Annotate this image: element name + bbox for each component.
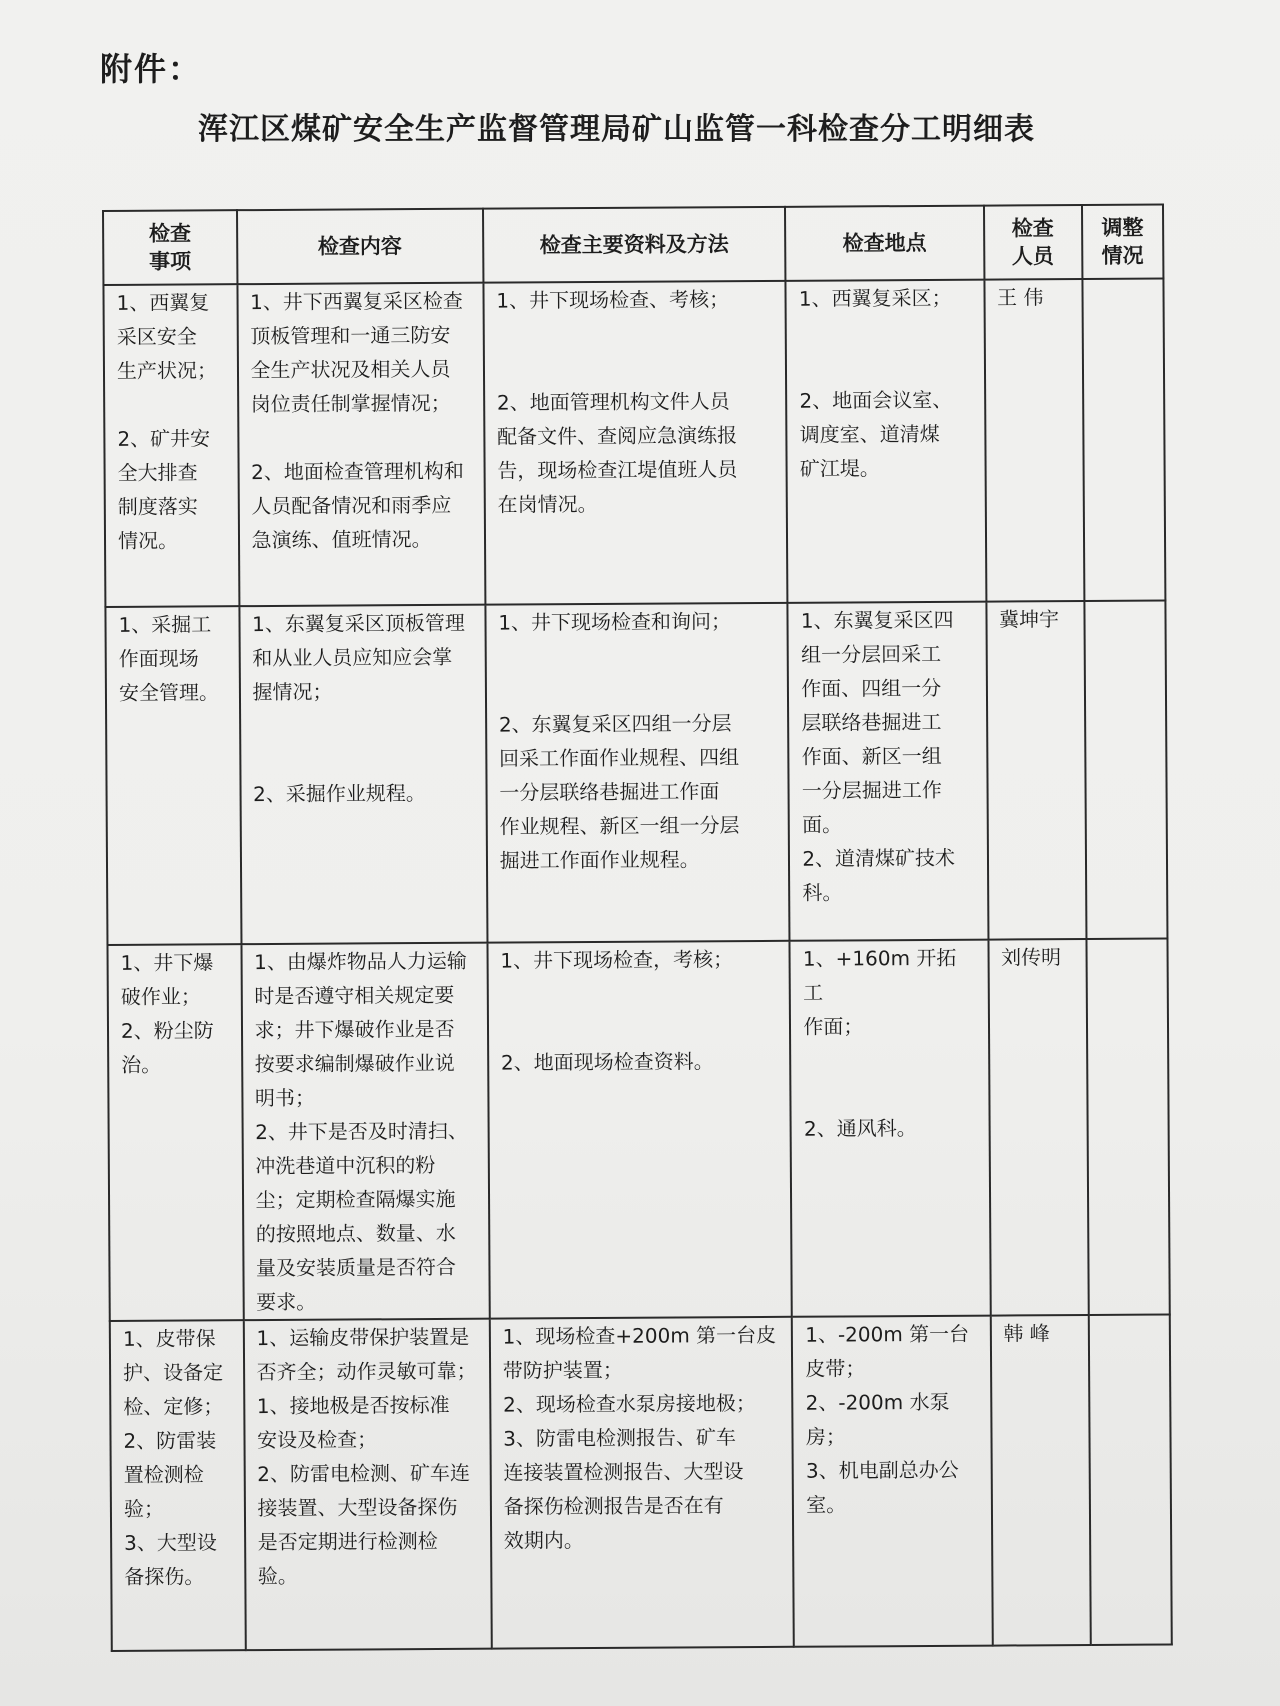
row2-inspector: 冀坤宇 [986, 601, 1086, 940]
row4-location: 1、-200m 第一台 皮带； 2、-200m 水泵房； 3、机电副总办公 室。 [792, 1316, 992, 1647]
row1-inspector: 王 伟 [984, 279, 1084, 602]
header-content: 检查内容 [237, 209, 484, 285]
table-header-row [103, 205, 1163, 285]
row3-content: 1、由爆炸物品人力运输 时是否遵守相关规定要 求；井下爆破作业是否 按要求编制爆破作业说 明书； 2、井下是否及时清扫、 冲洗巷道中沉积的粉 尘；定期检查隔爆实施 的按照地点、数量、水 量及安装质量是否符合 要求。 [241, 943, 490, 1320]
row3-inspector: 刘传明 [988, 939, 1088, 1316]
row1-location: 1、西翼复采区； 2、地面会议室、 调度室、道清煤 矿江堤。 [786, 280, 986, 603]
row3-item: 1、井下爆 破作业； 2、粉尘防 治。 [107, 944, 243, 1321]
row2-method: 1、井下现场检查和询问； 2、东翼复采区四组一分层 回采工作面作业规程、四组 一分层联络巷掘进工作面 作业规程、新区一组一分层 掘进工作面作业规程。 [485, 603, 790, 943]
inspection-table [102, 204, 1173, 1652]
row3-location: 1、+160m 开拓工 作面； 2、通风科。 [790, 940, 991, 1317]
row2-item: 1、采掘工 作面现场 安全管理。 [105, 606, 241, 945]
row4-content: 1、运输皮带保护装置是 否齐全；动作灵敏可靠； 1、接地极是否按标准 安设及检查； 2、防雷电检测、矿车连 接装置、大型设备探伤 是否定期进行检测检 验。 [243, 1319, 491, 1650]
row1-adjustment [1082, 279, 1165, 601]
row1-item: 1、西翼复 采区安全 生产状况； 2、矿井安 全大排查 制度落实 情况。 [103, 284, 238, 607]
header-item: 检查 事项 [103, 210, 237, 285]
row4-adjustment [1088, 1314, 1171, 1644]
table-row [103, 279, 1165, 607]
table-row [105, 601, 1167, 945]
document-title: 浑江区煤矿安全生产监督管理局矿山监管一科检查分工明细表 [198, 112, 1035, 147]
row3-adjustment [1086, 939, 1170, 1315]
row2-adjustment [1084, 601, 1167, 939]
header-inspector: 检查 人员 [984, 205, 1083, 280]
row1-content: 1、井下西翼复采区检查 顶板管理和一通三防安 全生产状况及相关人员 岗位责任制掌握情况； 2、地面检查管理机构和 人员配备情况和雨季应 急演练、值班情况。 [237, 283, 485, 606]
header-method: 检查主要资料及方法 [483, 207, 786, 283]
row4-inspector: 韩 峰 [990, 1315, 1090, 1646]
row1-method: 1、井下现场检查、考核； 2、地面管理机构文件人员 配备文件、查阅应急演练报 告，现场检查江堤值班人员 在岗情况。 [483, 281, 788, 605]
row4-method: 1、现场检查+200m 第一台皮 带防护装置； 2、现场检查水泵房接地极； 3、防雷电检测报告、矿车 连接装置检测报告、大型设 备探伤检测报告是否在有 效期内。 [490, 1317, 795, 1649]
attachment-label: 附件： [100, 50, 203, 88]
row4-item: 1、皮带保 护、设备定 检、定修； 2、防雷装 置检测检 验； 3、大型设 备探伤。 [110, 1320, 246, 1651]
table-row [110, 1314, 1172, 1650]
row3-method: 1、井下现场检查，考核； 2、地面现场检查资料。 [487, 941, 792, 1319]
table-row [107, 939, 1169, 1321]
header-adjustment: 调整 情况 [1082, 205, 1164, 279]
row2-location: 1、东翼复采区四 组一分层回采工 作面、四组一分 层联络巷掘进工 作面、新区一组 一分层掘进工作 面。 2、道清煤矿技术 科。 [788, 602, 988, 941]
header-location: 检查地点 [785, 206, 984, 281]
row2-content: 1、东翼复采区顶板管理 和从业人员应知应会掌 握情况； 2、采掘作业规程。 [239, 605, 487, 944]
